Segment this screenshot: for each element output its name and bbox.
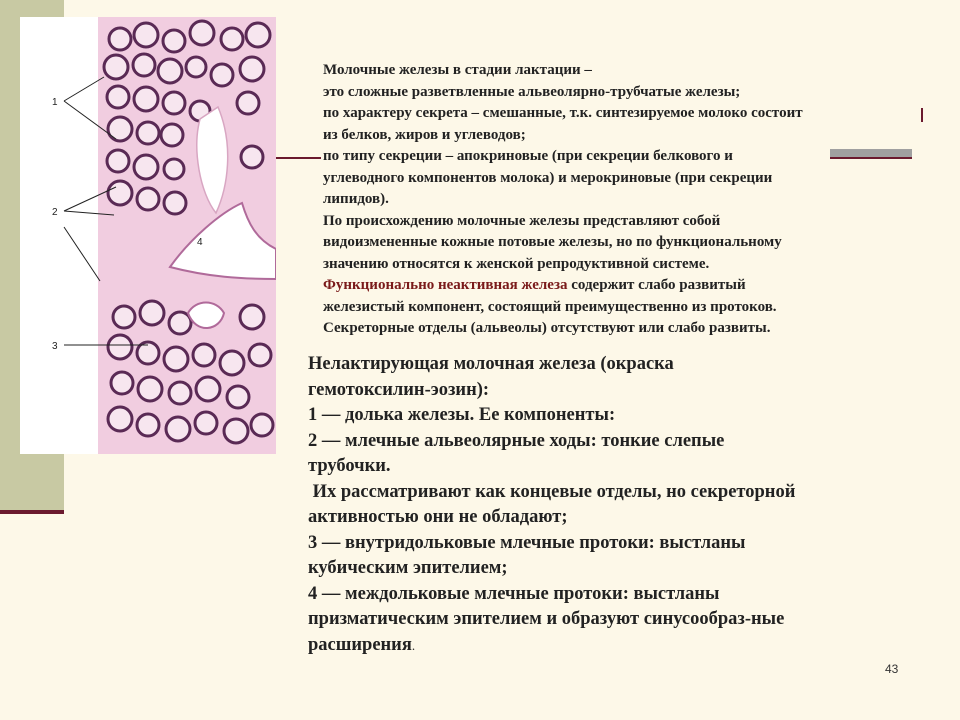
top-text-line: значению относятся к женской репродуктивной системе. [323, 255, 710, 272]
top-text-line-highlight [323, 275, 923, 297]
legend-line: гемотоксилин-эозин): [308, 379, 490, 400]
figure-label-4: 4 [197, 237, 203, 248]
legend-line-last [308, 633, 908, 659]
top-description [323, 60, 923, 340]
page-number: 43 [885, 662, 899, 676]
figure-label-3: 3 [52, 341, 58, 352]
figure-label-1: 1 [52, 97, 58, 108]
top-text-line: из белков, жиров и углеводов; [323, 126, 526, 143]
top-text-line: по типу секреции – апокриновые (при секреции белкового и [323, 148, 733, 164]
figure-legend [308, 352, 908, 658]
legend-line: Их рассматривают как концевые отделы, но секреторной [308, 481, 796, 502]
legend-line: 3 — внутридольковые млечные протоки: выстланы [308, 532, 746, 553]
legend-last-text: расширения [308, 634, 412, 655]
legend-line: Нелактирующая молочная железа (окраска [308, 354, 674, 374]
top-text-line: углеводного компонентов молока) и мерокриновые (при секреции [323, 169, 773, 186]
legend-line: 4 — междольковые млечные протоки: выстланы [308, 583, 720, 604]
legend-line: 2 — млечные альвеолярные ходы: тонкие слепые [308, 430, 725, 451]
top-text-line: видоизмененные кожные потовые железы, но по функциональному [323, 234, 782, 250]
top-text-line: железистый компонент, состоящий преимущественно из протоков. [323, 298, 777, 315]
legend-line: кубическим эпителием; [308, 558, 508, 578]
top-text-line: По происхождению молочные железы представляют собой [323, 212, 721, 229]
micrograph-image [20, 17, 276, 454]
legend-line: 1 — долька железы. Ее компоненты: [308, 405, 616, 425]
legend-last-period: . [411, 637, 416, 653]
legend-line: активностью они не обладают; [308, 507, 568, 527]
histology-micrograph [20, 17, 276, 454]
side-divider-line [0, 510, 64, 514]
decorative-line-left [276, 157, 321, 159]
highlight-term: Функционально неактивная железа [323, 277, 568, 293]
top-text-line: липидов). [323, 191, 389, 207]
legend-line: призматическим эпителием и образуют синусообраз-ные [308, 609, 785, 629]
top-text-line: Секреторные отделы (альвеолы) отсутствуют или слабо развиты. [323, 320, 771, 336]
legend-line: трубочки. [308, 456, 391, 476]
top-text-line: Молочные железы в стадии лактации – [323, 62, 592, 78]
figure-label-2: 2 [52, 207, 58, 218]
top-text-line: по характеру секрета – смешанные, т.к. синтезируемое молоко состоит [323, 105, 803, 121]
top-text-line: это сложные разветвленные альвеолярно-трубчатые железы; [323, 83, 741, 100]
highlight-rest: содержит слабо развитый [567, 277, 746, 293]
